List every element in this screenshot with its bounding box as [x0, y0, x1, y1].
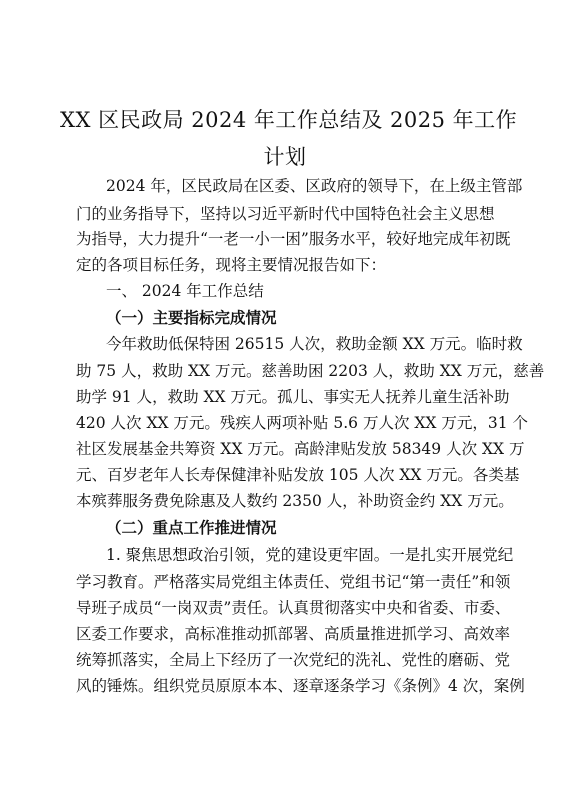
intro-line: 定的各项目标任务，现将主要情况报告如下： [76, 256, 387, 274]
body-line: 导班子成员“一岗双责”责任。认真贯彻落实中央和省委、市委、 [76, 599, 511, 617]
subsection-heading: （二）重点工作推进情况 [106, 518, 277, 537]
body-line: 助 75 人，救助 XX 万元。慈善助困 2203 人，救助 XX 万元，慈善 [76, 362, 545, 380]
intro-line: 2024 年，区民政局在区委、区政府的领导下，在上级主管部 [106, 177, 523, 195]
body-line: 区委工作要求，高标准推动抓部署、高质量推进抓学习、高效率 [76, 625, 511, 643]
body-line: 1. 聚焦思想政治引领，党的建设更牢固。一是扎实开展党纪 [106, 546, 514, 564]
document-title-line-1: XX 区民政局 2024 年工作总结及 2025 年工作 [60, 108, 518, 132]
body-line: 助学 91 人，救助 XX 万元。孤儿、事实无人抚养儿童生活补助 [76, 388, 510, 406]
section-heading: 一、 2024 年工作总结 [106, 282, 264, 300]
document-title-line-2: 计划 [263, 145, 307, 169]
body-line: 420 人次 XX 万元。残疾人两项补贴 5.6 万人次 XX 万元，31 个 [76, 414, 529, 432]
body-line: 元、百岁老年人长寿保健津补贴发放 105 人次 XX 万元。各类基 [76, 466, 520, 484]
intro-line: 为指导，大力提升“一老一小一困”服务水平，较好地完成年初既 [76, 230, 511, 248]
body-line: 学习教育。严格落实局党组主体责任、党组书记“第一责任”和领 [76, 573, 511, 591]
subsection-heading: （一）主要指标完成情况 [106, 308, 277, 327]
body-line: 社区发展基金共筹资 XX 万元。高龄津贴发放 58349 人次 XX 万 [76, 440, 525, 458]
body-line: 统筹抓落实，全局上下经历了一次党纪的洗礼、党性的磨砺、党 [76, 651, 511, 669]
body-line: 今年救助低保特困 26515 人次，救助金额 XX 万元。临时救 [106, 335, 523, 353]
body-line: 风的锤炼。组织党员原原本本、逐章逐条学习《条例》4 次，案例 [76, 677, 525, 695]
intro-line: 门的业务指导下，坚持以习近平新时代中国特色社会主义思想 [76, 205, 495, 223]
body-line: 本殡葬服务费免除惠及人数约 2350 人，补助资金约 XX 万元。 [76, 492, 514, 510]
